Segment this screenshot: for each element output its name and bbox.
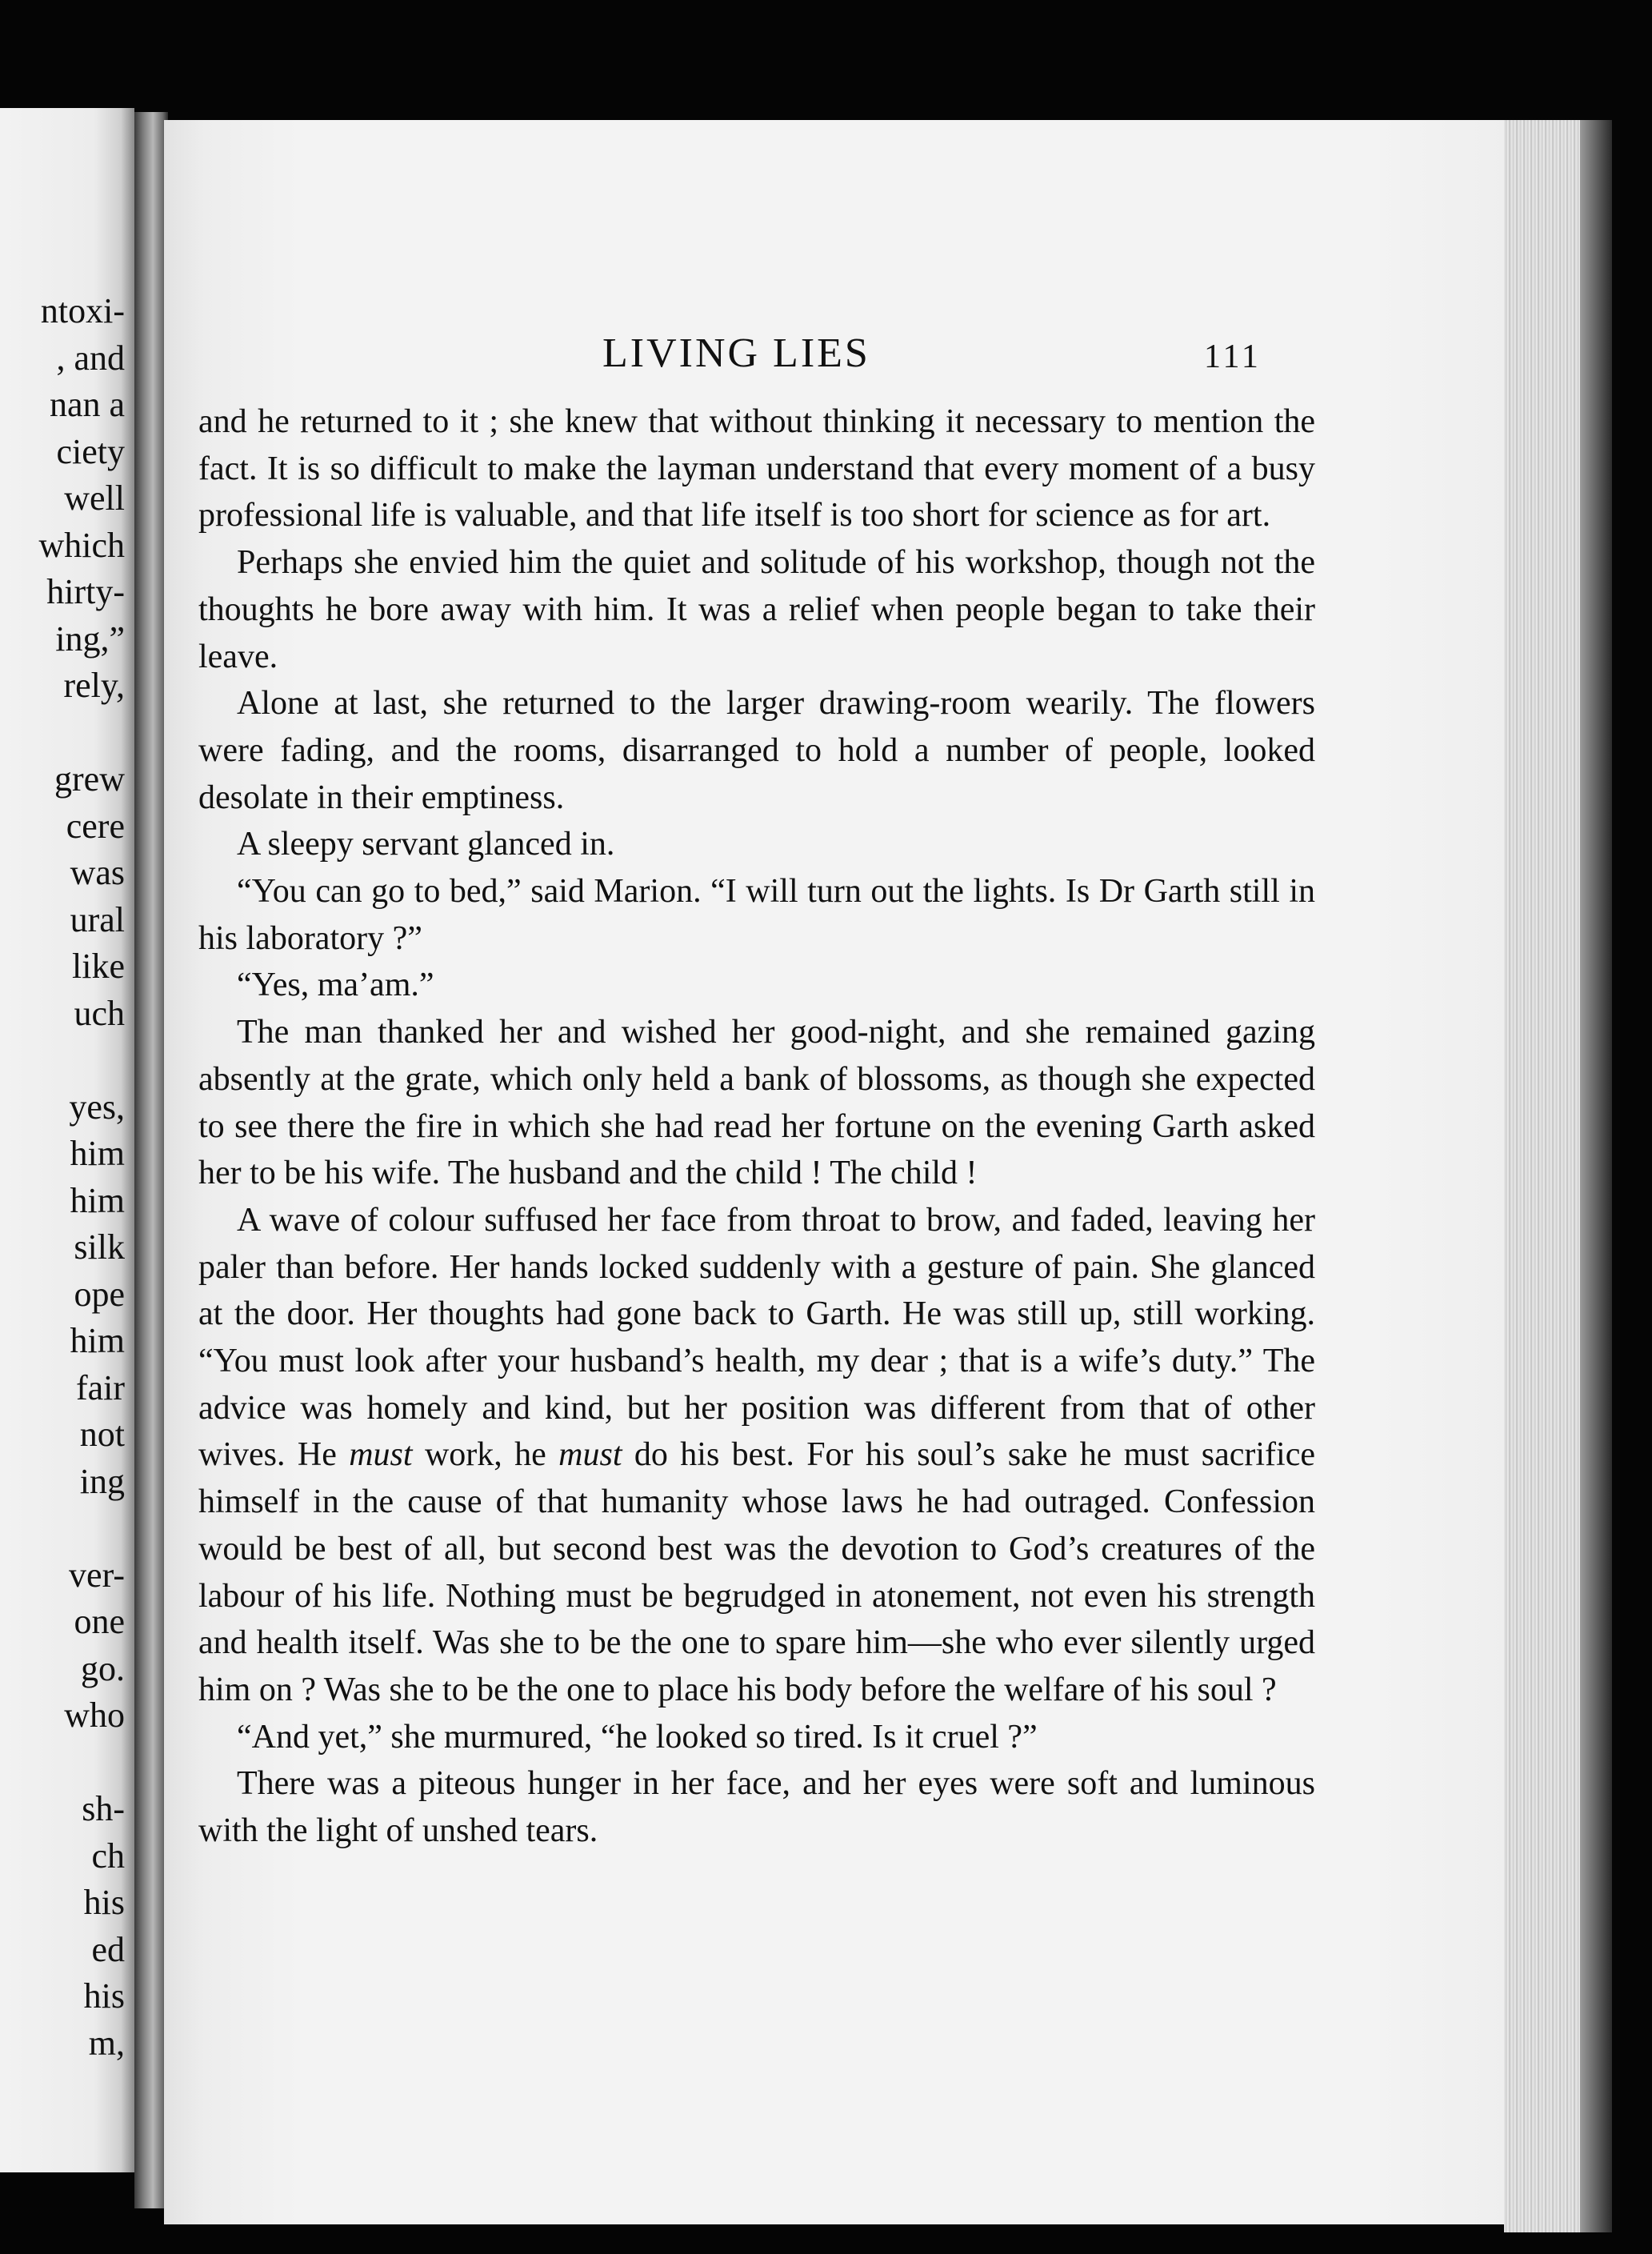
running-title: LIVING LIES xyxy=(602,330,870,376)
left-page-fragment: him xyxy=(70,1180,125,1220)
left-page-fragment xyxy=(0,1740,125,1787)
left-page-fragment: hirty- xyxy=(46,572,125,611)
paragraph: There was a piteous hunger in her face, and her eyes were soft and luminous with the light of unshed tears. xyxy=(198,1765,1315,1850)
left-page-fragment: ing,” xyxy=(55,619,125,659)
book-gutter xyxy=(134,112,168,2208)
page-edge-stack xyxy=(1504,120,1592,2232)
text-run: do his best. For his soul’s sake he must sacrifice himself in the cause of that humanity whose laws he had outraged. Confession would be best of all, but second best was the devotion to God’s creatures of the labour of his life. Nothing must be begrudged in atonement, not even his strength and health itself. Was she to be the one to spare him—she who ever silently urged him on ? Was she to be the one to place his body before the welfare of his soul ? xyxy=(198,1436,1315,1708)
left-page-fragment: was xyxy=(70,853,125,892)
left-page-fragment: rely, xyxy=(63,666,125,705)
left-page-fragment: sh- xyxy=(82,1789,125,1828)
paragraph: “You can go to bed,” said Marion. “I will turn out the lights. Is Dr Garth still in his laboratory ?” xyxy=(198,873,1315,957)
left-page-fragment: nan a xyxy=(49,385,125,424)
left-page-fragment: ope xyxy=(74,1274,125,1314)
left-page-fragment: well xyxy=(64,478,125,518)
left-page-fragment: him xyxy=(70,1321,125,1360)
left-page-fragment: ch xyxy=(91,1836,125,1876)
right-page xyxy=(164,120,1514,2224)
left-page-fragment: him xyxy=(70,1134,125,1173)
paragraph: “Yes, ma’am.” xyxy=(237,967,434,1004)
left-page-fragment: his xyxy=(83,1883,125,1922)
left-page-fragment xyxy=(0,1505,125,1552)
left-page-fragment: fair xyxy=(75,1367,125,1407)
left-page-fragment: like xyxy=(72,947,125,986)
left-page-fragment: ed xyxy=(91,1929,125,1969)
left-page-text-fragments xyxy=(0,288,125,2067)
left-page-fragment: ciety xyxy=(56,431,125,471)
left-page-fragment: his xyxy=(83,1976,125,2016)
paragraph: “And yet,” she murmured, “he looked so tired. Is it cruel ?” xyxy=(237,1718,1038,1756)
left-page-fragment: ing xyxy=(79,1461,125,1501)
left-page-fragment: uch xyxy=(74,993,125,1033)
left-page-fragment: silk xyxy=(74,1227,125,1267)
italic-emphasis: must xyxy=(558,1436,622,1474)
left-page-fragment: ntoxi- xyxy=(40,291,125,330)
page-edge-shadow xyxy=(1580,120,1612,2232)
left-page-fragment: which xyxy=(38,525,125,565)
paragraph: A sleepy servant glanced in. xyxy=(237,826,615,863)
paragraph: and he returned to it ; she knew that without thinking it necessary to mention the fact. It is so difficult to make the layman understand that every moment of a busy professional life is valuable, and that life itself is too short for science as for art. xyxy=(198,403,1315,534)
left-page-fragment: go. xyxy=(81,1648,125,1688)
left-page-fragment: ver- xyxy=(69,1555,125,1595)
paragraph: The man thanked her and wished her good-night, and she remained gazing absently at the grate, which only held a bank of blossoms, as though she expected to see there the fire in which she had read her fortune on the evening Garth asked her to be his wife. The husband and the child ! The child ! xyxy=(198,1014,1315,1192)
text-run: A wave of colour suffused her face from throat to brow, and faded, leaving her paler than before. Her hands locked suddenly with a gesture of pain. She glanced at the door. Her thoughts had gone back to Garth. He was still up, still working. “You must look after your husband’s health, my dear ; that is a wife’s duty.” The advice was homely and kind, but her position was different from that of other wives. He xyxy=(198,1201,1315,1474)
left-page-fragment: not xyxy=(79,1415,125,1454)
left-page-fragment xyxy=(0,710,125,757)
left-page-fragment: , and xyxy=(56,338,125,378)
left-page-fragment: one xyxy=(74,1602,125,1641)
left-page-fragment: cere xyxy=(66,806,125,846)
left-page-fragment: who xyxy=(64,1696,125,1735)
italic-emphasis: must xyxy=(349,1436,413,1474)
left-page-fragment: m, xyxy=(88,2023,125,2063)
left-page-fragment xyxy=(0,1037,125,1084)
page-number: 111 xyxy=(1204,338,1262,375)
left-page-fragment: grew xyxy=(54,759,125,799)
body-text xyxy=(198,398,1315,1855)
paragraph: Perhaps she envied him the quiet and solitude of his workshop, though not the thoughts he bore away with him. It was a relief when people began to take their leave. xyxy=(198,544,1315,675)
left-facing-page xyxy=(0,108,134,2172)
left-page-fragment: ural xyxy=(70,899,125,939)
running-header xyxy=(164,330,1514,386)
paragraph: Alone at last, she returned to the larger drawing-room wearily. The flowers were fading, and the rooms, disarranged to hold a number of people, looked desolate in their emptiness. xyxy=(198,685,1315,816)
text-run: work, he xyxy=(412,1436,559,1474)
paragraph xyxy=(198,1197,1315,1714)
left-page-fragment: yes, xyxy=(69,1087,125,1127)
